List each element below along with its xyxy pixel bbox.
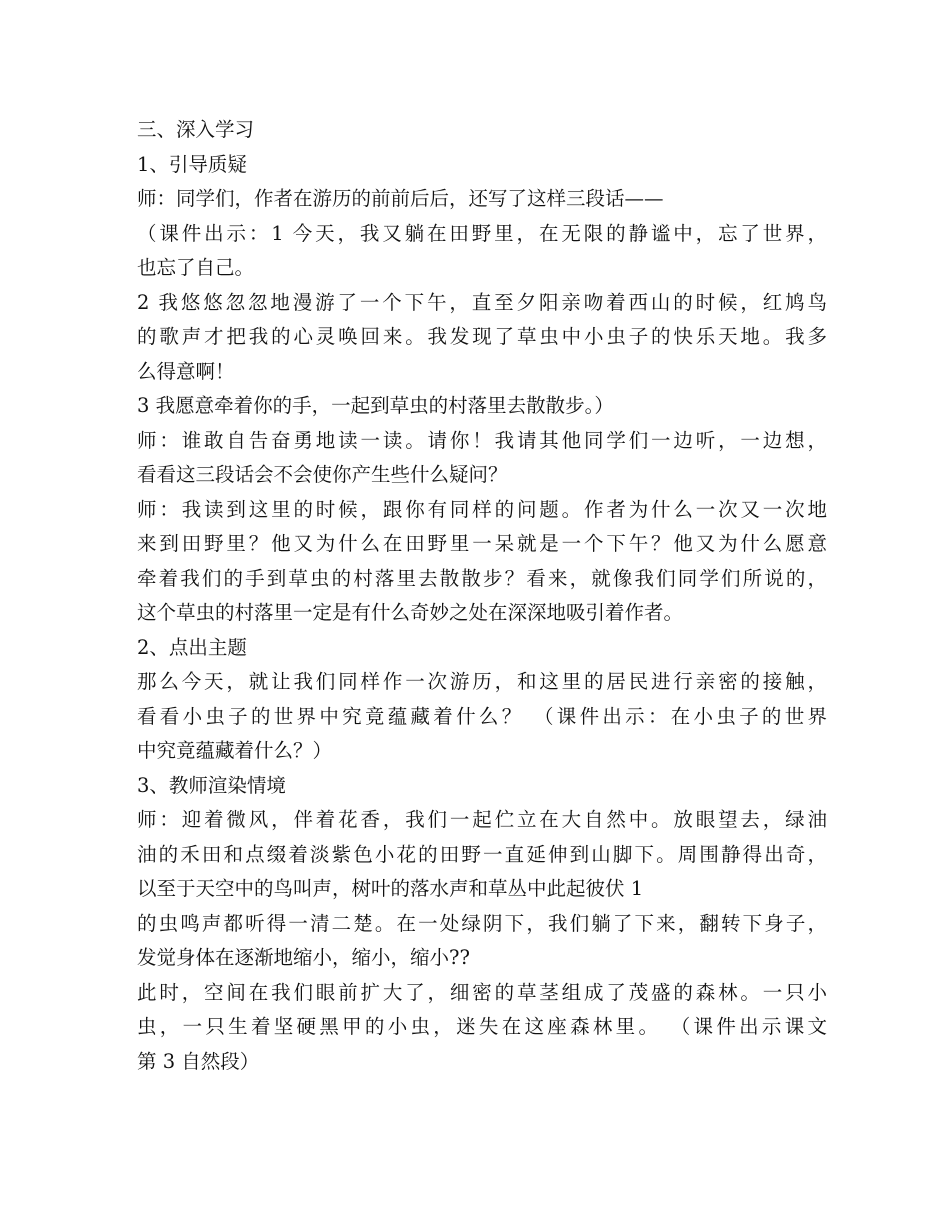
paragraph-line: 中究竟蕴藏着什么？） (137, 739, 333, 762)
paragraph-line: 油的禾田和点缀着淡紫色小花的田野一直延伸到山脚下。周围静得出奇， (137, 842, 827, 866)
paragraph-line: 这个草虫的村落里一定是有什么奇妙之处在深深地吸引着作者。 (137, 601, 684, 624)
paragraph-line: 也忘了自己。 (137, 256, 255, 279)
paragraph-line: 师：迎着微风，伴着花香，我们一起伫立在大自然中。放眼望去，绿油 (137, 808, 827, 831)
paragraph-line: 么得意啊！ (137, 359, 235, 383)
paragraph-line: 来到田野里？他又为什么在田野里一呆就是一个下午？他又为什么愿意 (137, 532, 827, 555)
paragraph-line: 师：同学们，作者在游历的前前后后，还写了这样三段话—— (137, 187, 664, 210)
paragraph-line: 牵着我们的手到草虫的村落里去散散步？看来，就像我们同学们所说的， (137, 566, 827, 590)
paragraph-line: 师：谁敢自告奋勇地读一读。请你！我请其他同学们一边听，一边想， (137, 428, 827, 452)
paragraph-line: 此时，空间在我们眼前扩大了，细密的草茎组成了茂盛的森林。一只小 (137, 980, 827, 1004)
paragraph-line: 第 3 自然段） (137, 1049, 260, 1073)
paragraph-line: 虫，一只生着坚硬黑甲的小虫，迷失在这座森林里。 （课件出示课文 (137, 1015, 827, 1038)
subheading: 3、教师渲染情境 (137, 773, 286, 797)
paragraph-line: 以至于天空中的鸟叫声，树叶的落水声和草丛中此起彼伏 1 (137, 877, 644, 900)
document-body (137, 113, 827, 1079)
paragraph-line: （课件出示：1 今天，我又躺在田野里，在无限的静谧中，忘了世界， (137, 221, 827, 245)
paragraph-line: 看看这三段话会不会使你产生些什么疑问？ (137, 463, 508, 486)
section-heading: 三、深入学习 (137, 118, 255, 141)
paragraph-line: 的虫鸣声都听得一清二楚。在一处绿阴下，我们躺了下来，翻转下身子， (137, 911, 827, 935)
paragraph-line: 师：我读到这里的时候，跟你有同样的问题。作者为什么一次又一次地 (137, 497, 827, 521)
subheading: 2、点出主题 (137, 635, 247, 659)
paragraph-line: 发觉身体在逐渐地缩小，缩小，缩小?? (137, 946, 470, 969)
paragraph-line: 那么今天，就让我们同样作一次游历，和这里的居民进行亲密的接触， (137, 670, 827, 693)
paragraph-line: 2 我悠悠忽忽地漫游了一个下午，直至夕阳亲吻着西山的时候，红鸠鸟 (137, 290, 827, 314)
paragraph-line: 看看小虫子的世界中究竟蕴藏着什么？ （课件出示：在小虫子的世界 (137, 704, 827, 728)
paragraph-line: 的歌声才把我的心灵唤回来。我发现了草虫中小虫子的快乐天地。我多 (137, 325, 827, 348)
paragraph-line: 3 我愿意牵着你的手，一起到草虫的村落里去散散步。） (137, 394, 614, 417)
subheading: 1、引导质疑 (137, 152, 247, 176)
